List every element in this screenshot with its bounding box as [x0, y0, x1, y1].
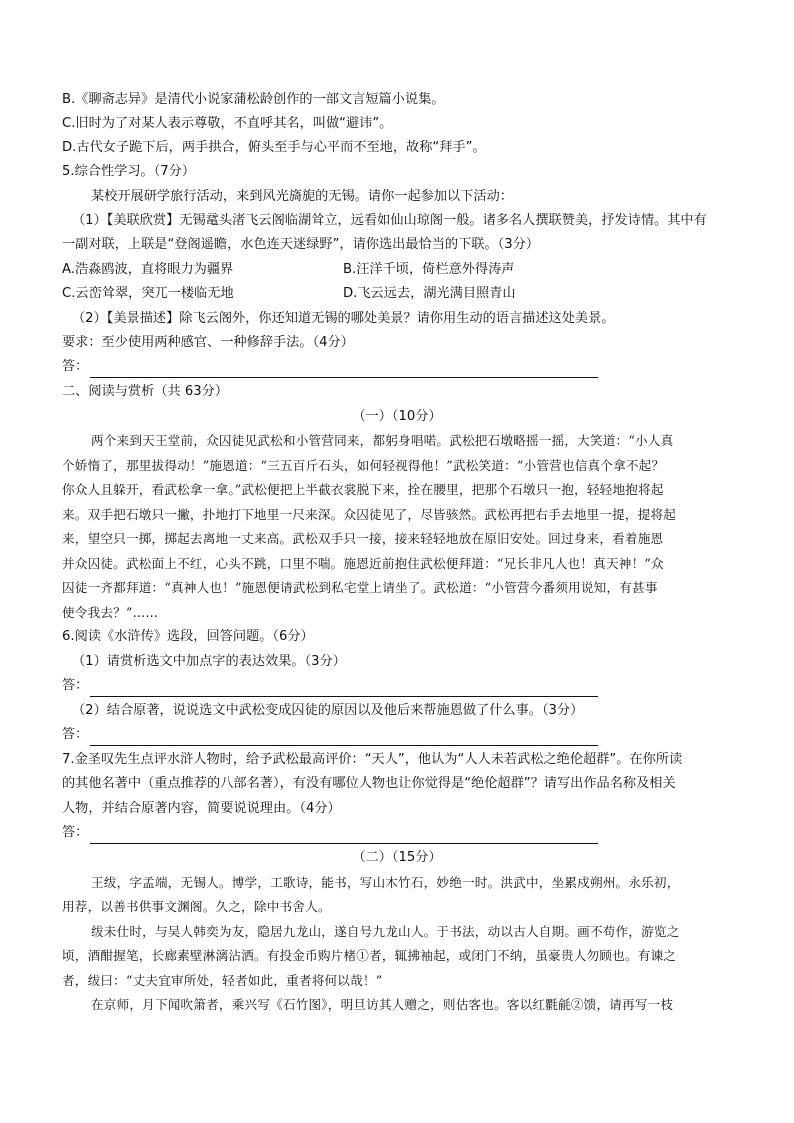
passage1-line: 来，望空只一掷，掷起去离地一丈来高。武松双手只一接，接来轻轻地放在原旧安处。回过身来，看着施恩	[62, 531, 664, 546]
q5-requirement: 要求：至少使用两种感官、一种修辞手法。（4分）	[62, 335, 354, 350]
part2-title: （二）（15分）	[352, 850, 442, 865]
q4-option-b: B.《聊斋志异》是清代小说家蒲松龄创作的一部文言短篇小说集。	[62, 92, 445, 107]
answer-label: 答：	[62, 825, 89, 840]
passage1-line: 来。双手把石墩只一撇，扑地打下地里一尺来深。众囚徒见了，尽皆骇然。武松再把右手去地里一提，提将起	[62, 507, 677, 522]
passage1-line: 并众囚徒。武松面上不红，心头不跳，口里不喘。施恩近前抱住武松便拜道：“兄长非凡人也！真天神！”众	[62, 556, 664, 571]
q5-option-b: B.汪洋千顷，倚栏意外得涛声	[343, 262, 515, 277]
answer-label: 答：	[62, 727, 89, 742]
q5-option-d: D.飞云远去，湖光满目照青山	[343, 286, 516, 301]
passage1-line: 囚徒一齐都拜道：“真神人也！”施恩便请武松到私宅堂上请坐了。武松道：“小管营今番须用说知，有甚事	[62, 580, 658, 595]
passage2-line: 在京师，月下闻吹箫者，乘兴写《石竹图》，明旦访其人赠之，则估客也。客以红氍毹②馈，请再写一枝	[91, 997, 674, 1012]
passage1-line: 你众人且躲开，看武松拿一拿。”武松便把上半截衣裳脱下来，拴在腰里，把那个石墩只一抱，轻轻地抱将起	[62, 482, 664, 497]
q5-option-a: A.浩淼鸥波，直将眼力为疆界	[62, 262, 234, 277]
q5-intro: 某校开展研学旅行活动，来到风光旖旎的无锡。请你一起参加以下活动：	[91, 189, 513, 204]
q6-part1: （1）请赏析选文中加点字的表达效果。（3分）	[72, 654, 346, 669]
passage2-line: 王绂，字孟端，无锡人。博学，工歌诗，能书，写山木竹石，妙绝一时。洪武中，坐累戍朔州。永乐初，	[91, 875, 680, 890]
q6-part2: （2）结合原著，说说选文中武松变成囚徒的原因以及他后来帮施恩做了什么事。（3分）	[72, 703, 584, 718]
answer-line[interactable]	[90, 745, 598, 746]
q5-part2: （2）【美景描述】除飞云阁外，你还知道无锡的哪处美景？请你用生动的语言描述这处美景。	[72, 311, 615, 326]
q5-option-c: C.云峦耸翠，突兀一楼临无地	[62, 286, 234, 301]
answer-label: 答：	[62, 359, 89, 374]
passage1-line: 两个来到天王堂前，众囚徒见武松和小管营同来，都躬身唱喏。武松把石墩略摇一摇，大笑道：“小人真	[91, 433, 674, 448]
answer-line[interactable]	[90, 377, 598, 378]
q5-options-row2	[62, 283, 622, 305]
q5-part1-line2: 一副对联，上联是“登阁遥瞻，水色连天迷绿野”，请你选出最恰当的下联。（3分）	[62, 237, 540, 252]
q5-part1-line1: （1）【美联欣赏】无锡鼋头渚飞云阁临湖耸立，远看如仙山琼阁一般。诸多名人撰联赞美，抒发诗情。其中有	[72, 213, 707, 228]
answer-line[interactable]	[90, 696, 598, 697]
q6-title: 6.阅读《水浒传》选段，回答问题。（6分）	[62, 629, 314, 644]
q7-line3: 人物，并结合原著内容，简要说说理由。（4分）	[62, 801, 341, 816]
section2-title: 二、阅读与赏析（共 63分）	[62, 384, 229, 399]
q7-line2: 的其他名著中（重点推荐的八部名著），有没有哪位人物也让你觉得是“绝伦超群”？请写出作品名称及相关	[62, 776, 676, 791]
q5-title: 5.综合性学习。（7分）	[62, 164, 196, 179]
answer-line[interactable]	[90, 843, 598, 844]
passage2-line: 者，绂曰：“丈夫宜审所处，轻者如此，重者将何以哉！”	[62, 973, 383, 988]
q4-option-d: D.古代女子跪下后，两手拱合，俯头至手与心平而不至地，故称“拜手”。	[62, 140, 486, 155]
passage1-line: 使令我去？”……	[62, 605, 159, 620]
q5-options-row1	[62, 259, 622, 281]
q4-option-c: C.旧时为了对某人表示尊敬，不直呼其名，叫做“避讳”。	[62, 116, 393, 131]
passage2-line: 绂未仕时，与吴人韩奕为友，隐居九龙山，遂自号九龙山人。于书法，动以古人自期。画不苟作，游览之	[91, 924, 680, 939]
passage2-line: 用荐，以善书供事文渊阁。久之，除中书舍人。	[62, 899, 331, 914]
answer-label: 答：	[62, 678, 89, 693]
part1-title: （一）（10分）	[352, 409, 442, 424]
q7-line1: 7.金圣叹先生点评水浒人物时，给予武松最高评价：“天人”，他认为“人人未若武松之绝伦超群”。在你所读	[62, 752, 683, 767]
passage1-line: 个娇惰了，那里拔得动！”施恩道：“三五百斤石头，如何轻视得他！”武松笑道：“小管营也信真个拿不起？	[62, 458, 665, 473]
passage2-line: 顷，酒酣握笔，长廊素壁淋漓沾洒。有投金币购片楮①者，辄拂袖起，或闭门不纳，虽豪贵人勿顾也。有谏之	[62, 948, 677, 963]
